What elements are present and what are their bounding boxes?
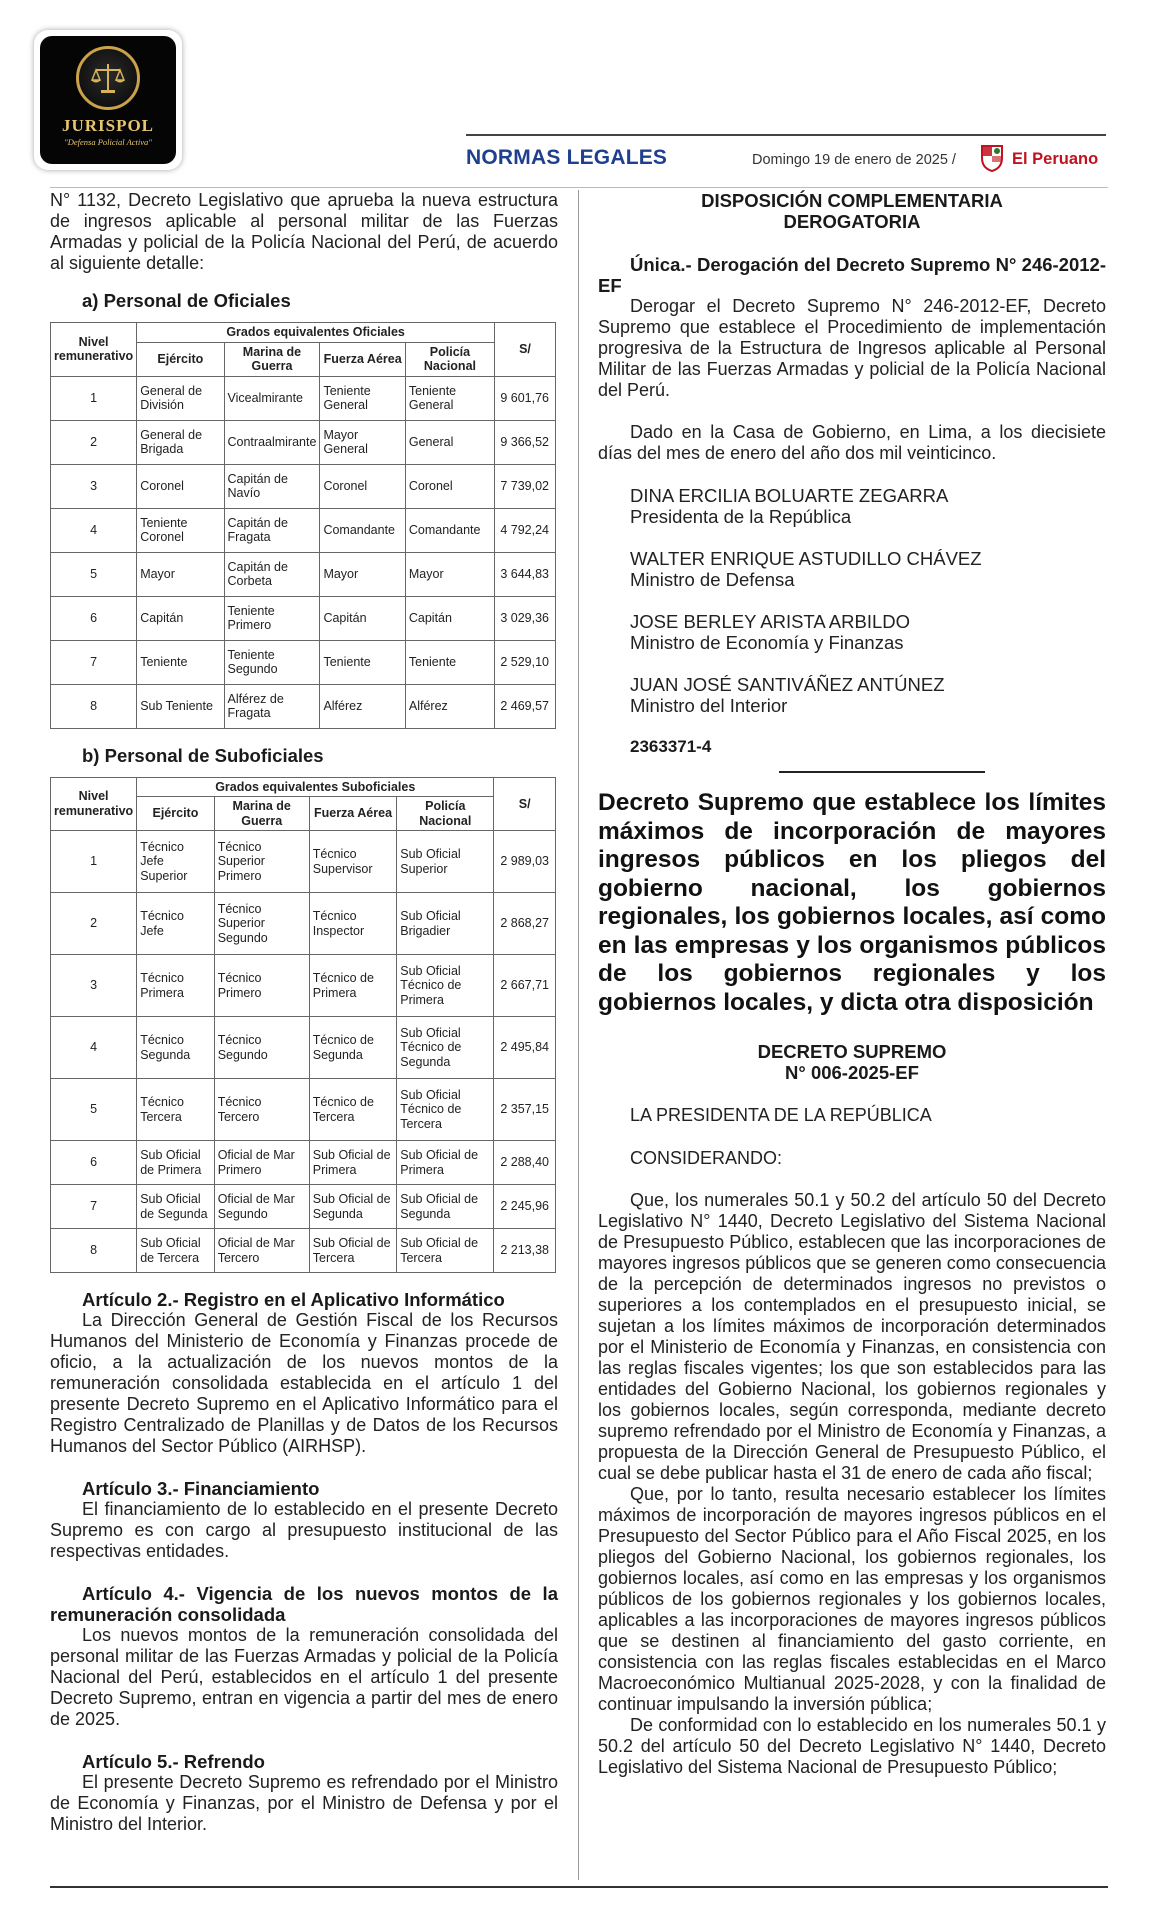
cell-policia: Mayor xyxy=(405,552,494,596)
section-rule xyxy=(779,771,985,773)
signatory-role: Presidenta de la República xyxy=(630,506,852,527)
cell-nivel: 8 xyxy=(51,684,137,728)
cell-policia: Sub Oficial Técnico de Tercera xyxy=(397,1079,494,1141)
cell-nivel: 5 xyxy=(51,552,137,596)
cell-nivel: 3 xyxy=(51,955,137,1017)
table-row xyxy=(51,955,556,1017)
cell-policia: Sub Oficial de Tercera xyxy=(397,1229,494,1273)
col-policia-header: Policía Nacional xyxy=(397,797,494,831)
left-column xyxy=(50,190,558,1835)
cell-nivel: 3 xyxy=(51,464,137,508)
cell-soles: 2 495,84 xyxy=(494,1017,556,1079)
jurispol-logo xyxy=(34,30,182,170)
cell-marina: Oficial de Mar Segundo xyxy=(214,1185,309,1229)
disposition-title-1: DISPOSICIÓN COMPLEMENTARIA xyxy=(701,190,1003,211)
cell-fap: Comandante xyxy=(320,508,405,552)
cell-marina: Capitán de Corbeta xyxy=(224,552,320,596)
cell-ejercito: General de Brigada xyxy=(137,420,224,464)
cell-policia: Coronel xyxy=(405,464,494,508)
cell-fap: Mayor xyxy=(320,552,405,596)
cell-fap: Técnico Inspector xyxy=(309,893,396,955)
article-5-body: El presente Decreto Supremo es refrendado por el Ministro de Economía y Finanzas, por el Ministro de Defensa y por el Ministro del Interior. xyxy=(50,1772,558,1834)
col-ejercito-header: Ejército xyxy=(137,797,215,831)
cell-ejercito: Mayor xyxy=(137,552,224,596)
decreto-label: DECRETO SUPREMO xyxy=(757,1041,947,1062)
col-soles-header: S/ xyxy=(494,777,556,831)
cell-marina: Vicealmirante xyxy=(224,376,320,420)
table-row xyxy=(51,1229,556,1273)
table-row xyxy=(51,684,556,728)
cell-fap: Técnico Supervisor xyxy=(309,831,396,893)
decreto-number: N° 006-2025-EF xyxy=(785,1062,919,1083)
cell-nivel: 4 xyxy=(51,508,137,552)
signatory-role: Ministro del Interior xyxy=(630,695,788,716)
cell-fap: Técnico de Primera xyxy=(309,955,396,1017)
cell-ejercito: Sub Oficial de Segunda xyxy=(137,1185,215,1229)
cell-nivel: 6 xyxy=(51,596,137,640)
article-5-title: Artículo 5.- Refrendo xyxy=(82,1751,265,1772)
cell-soles: 2 213,38 xyxy=(494,1229,556,1273)
cell-ejercito: Capitán xyxy=(137,596,224,640)
table-row xyxy=(51,893,556,955)
disposition-title-2: DEROGATORIA xyxy=(783,211,921,232)
cell-ejercito: Teniente xyxy=(137,640,224,684)
cell-nivel: 4 xyxy=(51,1017,137,1079)
cell-soles: 2 469,57 xyxy=(495,684,556,728)
publisher-name: El Peruano xyxy=(1012,150,1099,168)
cell-marina: Técnico Superior Segundo xyxy=(214,893,309,955)
cell-policia: Sub Oficial Superior xyxy=(397,831,494,893)
cell-soles: 2 288,40 xyxy=(494,1141,556,1185)
cell-policia: Alférez xyxy=(405,684,494,728)
cell-ejercito: Sub Oficial de Primera xyxy=(137,1141,215,1185)
article-2-title: Artículo 2.- Registro en el Aplicativo Informático xyxy=(82,1289,505,1310)
cell-ejercito: General de División xyxy=(137,376,224,420)
cell-fap: Teniente xyxy=(320,640,405,684)
col-nivel-header: Nivel remunerativo xyxy=(51,777,137,831)
cell-nivel: 1 xyxy=(51,376,137,420)
publication-code: 2363371-4 xyxy=(630,737,712,756)
cell-nivel: 1 xyxy=(51,831,137,893)
cell-fap: Coronel xyxy=(320,464,405,508)
signatory xyxy=(598,548,1106,590)
considerando-heading: CONSIDERANDO: xyxy=(630,1148,783,1168)
cell-marina: Teniente Primero xyxy=(224,596,320,640)
cell-fap: Mayor General xyxy=(320,420,405,464)
section-a-heading: a) Personal de Oficiales xyxy=(82,290,291,311)
table-row xyxy=(51,376,556,420)
col-group-header: Grados equivalentes Suboficiales xyxy=(137,777,494,797)
table-row xyxy=(51,640,556,684)
signatory-name: WALTER ENRIQUE ASTUDILLO CHÁVEZ xyxy=(630,548,982,569)
cell-ejercito: Técnico Tercera xyxy=(137,1079,215,1141)
cell-fap: Sub Oficial de Tercera xyxy=(309,1229,396,1273)
cell-ejercito: Técnico Segunda xyxy=(137,1017,215,1079)
table-row xyxy=(51,1017,556,1079)
cell-ejercito: Teniente Coronel xyxy=(137,508,224,552)
cell-policia: Teniente General xyxy=(405,376,494,420)
signatory xyxy=(598,674,1106,716)
cell-soles: 2 667,71 xyxy=(494,955,556,1017)
cell-marina: Oficial de Mar Tercero xyxy=(214,1229,309,1273)
cell-ejercito: Técnico Jefe xyxy=(137,893,215,955)
cell-nivel: 7 xyxy=(51,640,137,684)
col-nivel-header: Nivel remunerativo xyxy=(51,323,137,377)
intro-paragraph: N° 1132, Decreto Legislativo que aprueba la nueva estructura de ingresos aplicable al personal militar de las Fuerzas Armadas y policial de la Policía Nacional del Perú, de acuerdo al siguiente detalle: xyxy=(50,190,558,273)
cell-marina: Alférez de Fragata xyxy=(224,684,320,728)
masthead-title: NORMAS LEGALES xyxy=(466,146,668,169)
unica-title: Única.- Derogación del Decreto Supremo N° 246-2012-EF xyxy=(598,254,1106,296)
section-b-heading: b) Personal de Suboficiales xyxy=(82,744,324,766)
signatory xyxy=(598,485,1106,527)
col-soles-header: S/ xyxy=(495,323,556,377)
cell-marina: Capitán de Fragata xyxy=(224,508,320,552)
cell-policia: Sub Oficial de Segunda xyxy=(397,1185,494,1229)
table-row xyxy=(51,596,556,640)
cell-soles: 3 029,36 xyxy=(495,596,556,640)
cell-fap: Técnico de Tercera xyxy=(309,1079,396,1141)
unica-body: Derogar el Decreto Supremo N° 246-2012-EF, Decreto Supremo que establece el Procedimiento de implementación progresiva de la Estructura de Ingresos aplicable al Personal Militar de las Fuerzas Armadas y policial de la Policía Nacional del Perú. xyxy=(598,296,1106,400)
considerando-paragraph-2: Que, por lo tanto, resulta necesario establecer los límites máximos de incorporación de mayores ingresos públicos en el Presupuesto del Sector Público para el Año Fiscal 2025, en los pliegos del Gobierno Nacional, los gobiernos regionales, los gobiernos locales, así como en las empresas y los organismos públicos de los gobiernos regionales y los gobiernos locales, aplicables a las incorporaciones de mayores ingresos públicos que se destinen al financiamiento del gasto corriente, en consistencia con las reglas fiscales establecidas en el Marco Macroeconómico Multianual 2025-2028, y con la finalidad de continuar impulsando la inversión pública; xyxy=(598,1484,1106,1714)
issue-date: Domingo 19 de enero de 2025 / xyxy=(752,152,956,168)
cell-soles: 2 529,10 xyxy=(495,640,556,684)
col-marina-header: Marina de Guerra xyxy=(214,797,309,831)
signatory-name: JUAN JOSÉ SANTIVÁÑEZ ANTÚNEZ xyxy=(630,674,945,695)
cell-policia: Teniente xyxy=(405,640,494,684)
article-4-body: Los nuevos montos de la remuneración consolidada del personal militar de las Fuerzas Armadas y policial de la Policía Nacional del Perú, establecidos en el artículo 1 del presente Decreto Supremo, entran en vigencia a partir del mes de enero de 2025. xyxy=(50,1625,558,1729)
cell-marina: Oficial de Mar Primero xyxy=(214,1141,309,1185)
scales-of-justice-icon xyxy=(76,46,140,110)
col-group-header: Grados equivalentes Oficiales xyxy=(137,323,495,343)
cell-soles: 2 357,15 xyxy=(494,1079,556,1141)
cell-marina: Teniente Segundo xyxy=(224,640,320,684)
signatory-role: Ministro de Economía y Finanzas xyxy=(630,632,904,653)
cell-ejercito: Sub Teniente xyxy=(137,684,224,728)
table-row xyxy=(51,1079,556,1141)
col-fap-header: Fuerza Aérea xyxy=(309,797,396,831)
cell-ejercito: Técnico Jefe Superior xyxy=(137,831,215,893)
signatory xyxy=(598,611,1106,653)
cell-nivel: 7 xyxy=(51,1185,137,1229)
table-row xyxy=(51,508,556,552)
cell-marina: Técnico Superior Primero xyxy=(214,831,309,893)
col-marina-header: Marina de Guerra xyxy=(224,342,320,376)
page-bottom-rule xyxy=(50,1886,1108,1888)
cell-soles: 2 868,27 xyxy=(494,893,556,955)
dado-paragraph: Dado en la Casa de Gobierno, en Lima, a los diecisiete días del mes de enero del año dos mil veinticinco. xyxy=(598,422,1106,463)
article-2-body: La Dirección General de Gestión Fiscal de los Recursos Humanos del Ministerio de Economía y Finanzas procede de oficio, a la actualización de los nuevos montos de la remuneración consolidada establecida en el artículo 1 del presente Decreto Supremo en el Aplicativo Informático para el Registro Centralizado de Planillas y de Datos de los Recursos Humanos del Sector Público (AIRHSP). xyxy=(50,1310,558,1456)
col-ejercito-header: Ejército xyxy=(137,342,224,376)
cell-ejercito: Técnico Primera xyxy=(137,955,215,1017)
cell-fap: Capitán xyxy=(320,596,405,640)
logo-tagline: "Defensa Policial Activa" xyxy=(64,137,152,147)
cell-nivel: 2 xyxy=(51,420,137,464)
cell-ejercito: Sub Oficial de Tercera xyxy=(137,1229,215,1273)
cell-policia: Comandante xyxy=(405,508,494,552)
header-top-rule xyxy=(466,134,1106,136)
cell-soles: 9 366,52 xyxy=(495,420,556,464)
cell-policia: Sub Oficial de Primera xyxy=(397,1141,494,1185)
cell-policia: General xyxy=(405,420,494,464)
cell-policia: Sub Oficial Brigadier xyxy=(397,893,494,955)
cell-policia: Sub Oficial Técnico de Segunda xyxy=(397,1017,494,1079)
cell-fap: Técnico de Segunda xyxy=(309,1017,396,1079)
cell-marina: Técnico Tercero xyxy=(214,1079,309,1141)
cell-nivel: 6 xyxy=(51,1141,137,1185)
considerando-paragraph-1: Que, los numerales 50.1 y 50.2 del artículo 50 del Decreto Legislativo N° 1440, Decreto Legislativo del Sistema Nacional de Presupuesto Público, establecen que las incorporaciones de mayores ingresos públicos que se generen como consecuencia de la percepción de determinados ingresos no previstos o superiores a los contemplados en el presupuesto inicial, se sujetan a los límites máximos de incorporación determinados por el Ministerio de Economía y Finanzas, en consistencia con las reglas fiscales vigentes; los que son establecidos para las entidades del Gobierno Nacional, los gobiernos regionales y los gobiernos locales, según corresponda, mediante decreto supremo refrendado por el Ministro de Economía y Finanzas, a propuesta de la Dirección General de Presupuesto Público, el cual se debe publicar hasta el 31 de enero de cada año fiscal; xyxy=(598,1190,1106,1483)
presidenta-line: LA PRESIDENTA DE LA REPÚBLICA xyxy=(630,1105,932,1125)
cell-soles: 2 989,03 xyxy=(494,831,556,893)
signatory-name: JOSE BERLEY ARISTA ARBILDO xyxy=(630,611,911,632)
cell-soles: 2 245,96 xyxy=(494,1185,556,1229)
table-row xyxy=(51,464,556,508)
cell-policia: Sub Oficial Técnico de Primera xyxy=(397,955,494,1017)
peru-coat-of-arms-icon xyxy=(978,142,1006,172)
suboficiales-table xyxy=(50,777,556,1274)
cell-policia: Capitán xyxy=(405,596,494,640)
cell-fap: Alférez xyxy=(320,684,405,728)
col-policia-header: Policía Nacional xyxy=(405,342,494,376)
cell-marina: Capitán de Navío xyxy=(224,464,320,508)
logo-badge xyxy=(40,36,176,164)
col-fap-header: Fuerza Aérea xyxy=(320,342,405,376)
cell-fap: Sub Oficial de Segunda xyxy=(309,1185,396,1229)
cell-soles: 4 792,24 xyxy=(495,508,556,552)
table-row xyxy=(51,420,556,464)
cell-nivel: 2 xyxy=(51,893,137,955)
right-column xyxy=(598,190,1106,1778)
cell-marina: Técnico Primero xyxy=(214,955,309,1017)
table-row xyxy=(51,1185,556,1229)
cell-soles: 3 644,83 xyxy=(495,552,556,596)
cell-fap: Sub Oficial de Primera xyxy=(309,1141,396,1185)
cell-nivel: 8 xyxy=(51,1229,137,1273)
table-row xyxy=(51,552,556,596)
considerando-paragraph-3: De conformidad con lo establecido en los numerales 50.1 y 50.2 del artículo 50 del Decreto Legislativo N° 1440, Decreto Legislativo del Sistema Nacional de Presupuesto Público; xyxy=(598,1715,1106,1777)
decreto-title: Decreto Supremo que establece los límites máximos de incorporación de mayores ingresos públicos en los pliegos del gobierno nacional, los gobiernos regionales, los gobiernos locales, así como en las empresas y los organismos públicos de los gobiernos regionales y los gobiernos locales, y dicta otra disposición xyxy=(598,789,1106,1016)
officers-table xyxy=(50,322,556,729)
cell-nivel: 5 xyxy=(51,1079,137,1141)
header-bottom-rule xyxy=(50,187,1108,188)
cell-soles: 7 739,02 xyxy=(495,464,556,508)
logo-name: JURISPOL xyxy=(61,116,155,135)
article-4-title: Artículo 4.- Vigencia de los nuevos montos de la remuneración consolidada xyxy=(50,1583,558,1625)
cell-ejercito: Coronel xyxy=(137,464,224,508)
article-3-body: El financiamiento de lo establecido en el presente Decreto Supremo es con cargo al presupuesto institucional de las respectivas entidades. xyxy=(50,1499,558,1561)
cell-soles: 9 601,76 xyxy=(495,376,556,420)
column-divider xyxy=(578,190,579,1880)
table-row xyxy=(51,831,556,893)
article-3-title: Artículo 3.- Financiamiento xyxy=(82,1478,320,1499)
cell-marina: Contraalmirante xyxy=(224,420,320,464)
table-row xyxy=(51,1141,556,1185)
signatory-role: Ministro de Defensa xyxy=(630,569,795,590)
cell-fap: Teniente General xyxy=(320,376,405,420)
signatory-name: DINA ERCILIA BOLUARTE ZEGARRA xyxy=(630,485,949,506)
cell-marina: Técnico Segundo xyxy=(214,1017,309,1079)
